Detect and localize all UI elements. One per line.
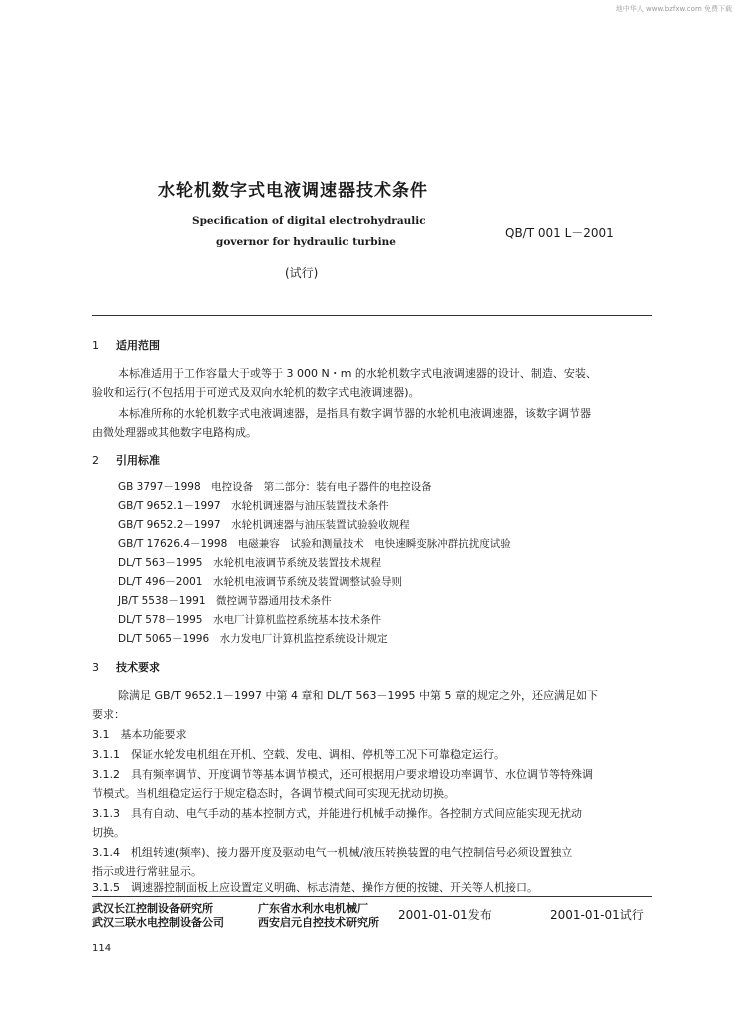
reference-item: GB/T 17626.4－1998 电磁兼容 试验和测量技术 电快速瞬变脉冲群抗扰度试验 <box>118 538 511 550</box>
section-3-intro-line1: 除满足 GB/T 9652.1－1997 中第 4 章和 DL/T 563－1995 中第 5 章的规定之外，还应满足如下 <box>118 689 598 702</box>
item-3-1-4-line2: 指示或进行常驻显示。 <box>92 865 202 878</box>
trial-note: (试行) <box>285 266 319 280</box>
reference-item: DL/T 578－1995 水电厂计算机监控系统基本技术条件 <box>118 614 381 626</box>
header-divider <box>92 315 652 316</box>
item-3-1-3-line2: 切换。 <box>92 826 125 839</box>
section-1-heading <box>92 337 160 353</box>
english-title-line-1: Specification of digital electrohydraulic <box>192 215 426 227</box>
reference-item: GB/T 9652.2－1997 水轮机调速器与油压装置试验验收规程 <box>118 519 410 531</box>
section-1-number: 1 <box>92 339 99 352</box>
watermark: 地中华人 www.bzfxw.com 免费下载 <box>615 5 732 13</box>
page-number: 114 <box>92 943 112 954</box>
effective-date: 2001-01-01试行 <box>550 908 644 922</box>
section-1-title: 适用范围 <box>116 339 160 352</box>
reference-item: DL/T 5065－1996 水力发电厂计算机监控系统设计规定 <box>118 633 388 645</box>
item-3-1-2-line1: 3.1.2 具有频率调节、开度调节等基本调节模式，还可根据用户要求增设功率调节、水位调节等特殊调 <box>92 768 593 781</box>
issuing-org-mid-2: 西安启元自控技术研究所 <box>258 916 379 929</box>
issuing-org-left-1: 武汉长江控制设备研究所 <box>92 902 213 915</box>
issuing-org-mid-1: 广东省水利水电机械厂 <box>258 902 368 915</box>
item-3-1-3-line1: 3.1.3 具有自动、电气手动的基本控制方式，并能进行机械手动操作。各控制方式间应能实现无扰动 <box>92 807 582 820</box>
section-1-p2-line1: 本标准所称的水轮机数字式电液调速器，是指具有数字调节器的水轮机电液调速器，该数字调节器 <box>118 407 591 420</box>
section-3-heading <box>92 659 160 675</box>
reference-item: JB/T 5538－1991 微控调节器通用技术条件 <box>118 595 332 607</box>
standard-code: QB/T 001 L－2001 <box>505 226 614 240</box>
item-3-1-4-line1: 3.1.4 机组转速(频率)、接力器开度及驱动电气一机械/液压转换装置的电气控制信号必须设置独立 <box>92 846 573 859</box>
section-3-number: 3 <box>92 661 99 674</box>
issue-date: 2001-01-01发布 <box>398 908 492 922</box>
reference-item: DL/T 496－2001 水轮机电液调节系统及装置调整试验导则 <box>118 576 402 588</box>
section-2-title: 引用标准 <box>116 454 160 467</box>
subsection-3-1-heading: 3.1 基本功能要求 <box>92 728 187 741</box>
section-1-p1-line1: 本标准适用于工作容量大于或等于 3 000 N・m 的水轮机数字式电液调速器的设计、制造、安装、 <box>118 367 597 380</box>
item-3-1-1: 3.1.1 保证水轮发电机组在开机、空载、发电、调相、停机等工况下可靠稳定运行。 <box>92 748 505 761</box>
reference-item: GB/T 9652.1－1997 水轮机调速器与油压装置技术条件 <box>118 500 389 512</box>
reference-item: GB 3797－1998 电控设备 第二部分：装有电子器件的电控设备 <box>118 481 432 493</box>
section-2-number: 2 <box>92 454 99 467</box>
section-1-p2-line2: 由微处理器或其他数字电路构成。 <box>92 426 257 439</box>
item-3-1-2-line2: 节模式。当机组稳定运行于规定稳态时，各调节模式间可实现无扰动切换。 <box>92 787 455 800</box>
issuing-org-left-2: 武汉三联水电控制设备公司 <box>92 916 224 929</box>
document-title: 水轮机数字式电液调速器技术条件 <box>158 181 428 201</box>
section-3-intro-line2: 要求： <box>92 708 125 721</box>
section-3-title: 技术要求 <box>116 661 160 674</box>
footer-divider <box>92 896 652 897</box>
reference-item: DL/T 563－1995 水轮机电液调节系统及装置技术规程 <box>118 557 381 569</box>
item-3-1-5: 3.1.5 调速器控制面板上应设置定义明确、标志清楚、操作方便的按键、开关等人机接口。 <box>92 881 538 894</box>
english-title-line-2: governor for hydraulic turbine <box>216 236 396 248</box>
section-1-p1-line2: 验收和运行(不包括用于可逆式及双向水轮机的数字式电液调速器)。 <box>92 386 420 399</box>
section-2-heading <box>92 452 160 468</box>
